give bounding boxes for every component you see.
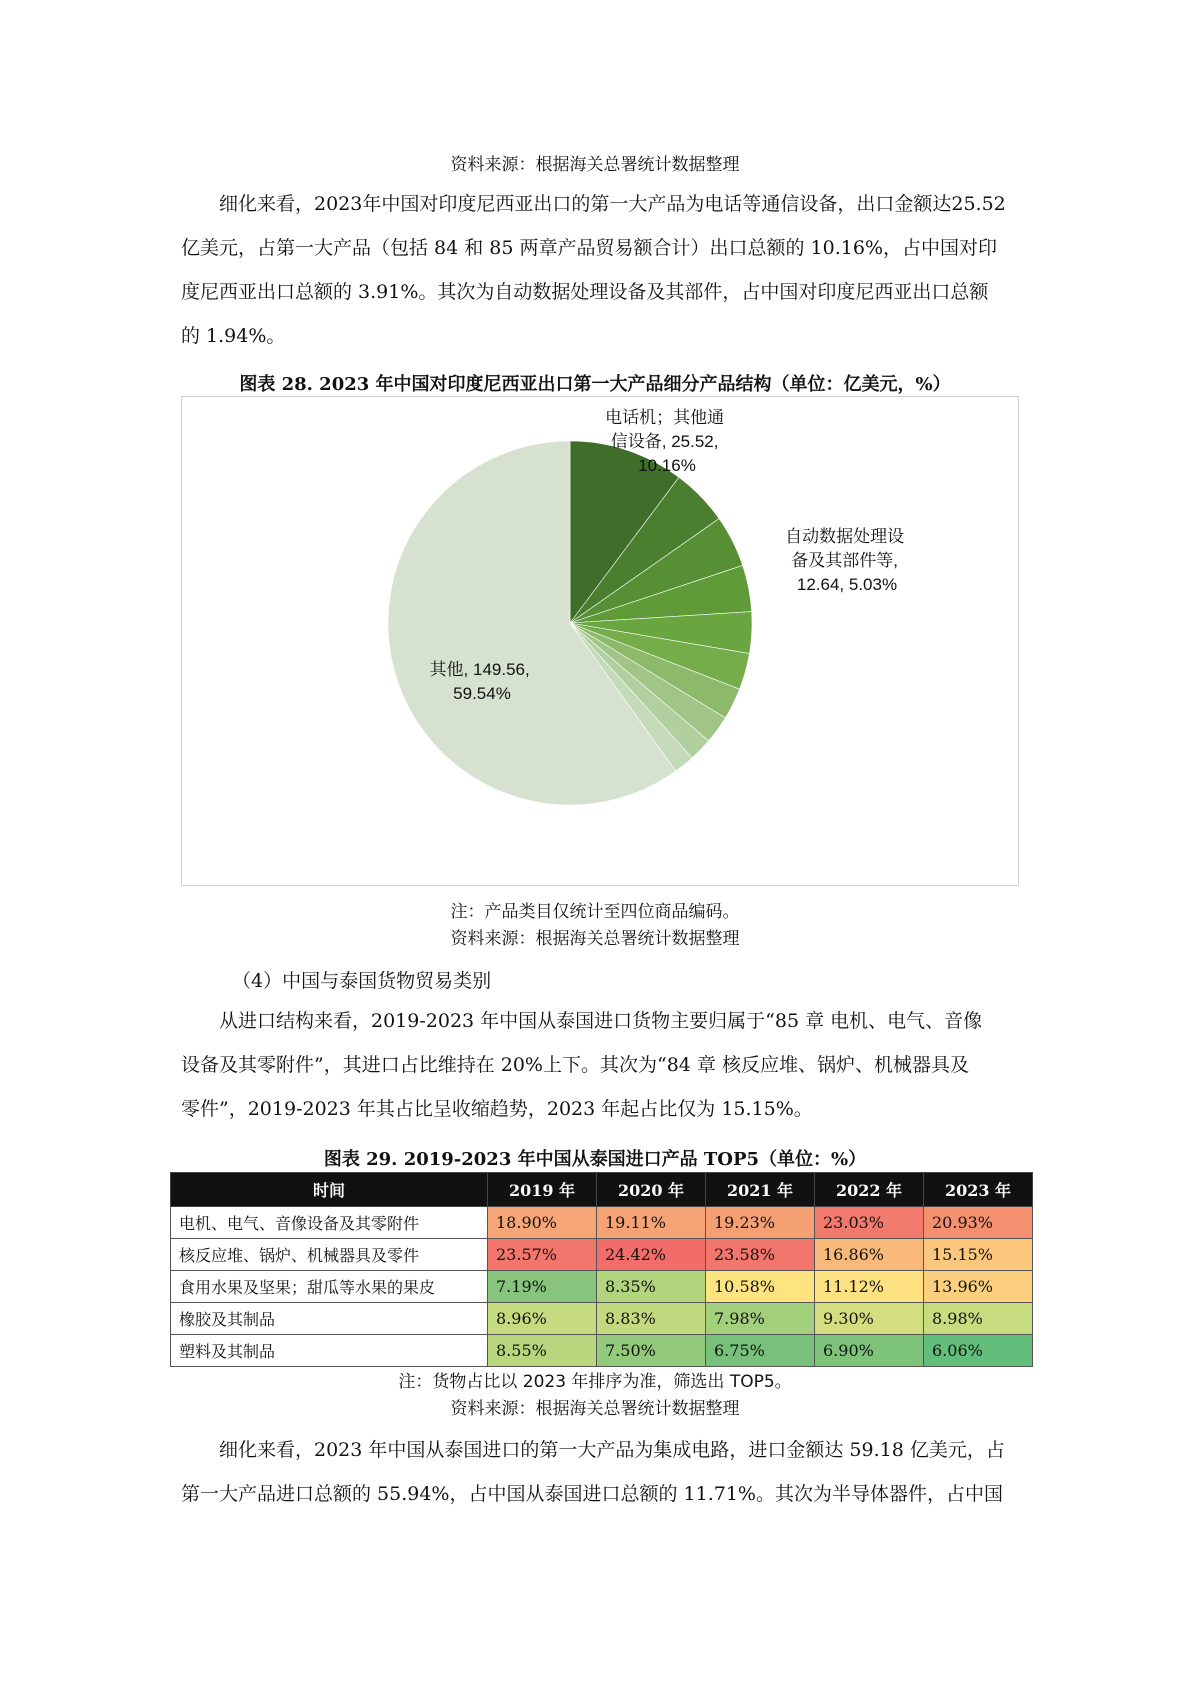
- heat-cell: 18.90%: [488, 1207, 597, 1239]
- para-line: 细化来看，2023 年中国从泰国进口的第一大产品为集成电路，进口金额达 59.18 亿美元，占: [219, 1439, 1005, 1461]
- paragraph-thailand-detail: [181, 1428, 1021, 1516]
- label-line: 12.64, 5.03%: [796, 575, 898, 594]
- figure-28-caption: 图表 28. 2023 年中国对印度尼西亚出口第一大产品细分产品结构（单位：亿美元，%）: [239, 374, 951, 395]
- heat-cell: 23.03%: [815, 1207, 924, 1239]
- table-row: [171, 1303, 1033, 1335]
- heat-cell: 6.90%: [815, 1335, 924, 1367]
- paragraph-thailand-import: [181, 999, 1021, 1131]
- label-computers: [785, 527, 909, 594]
- heat-cell: 8.96%: [488, 1303, 597, 1335]
- figure-29-source: 资料来源：根据海关总署统计数据整理: [450, 1399, 740, 1419]
- label-line: 备及其部件等,: [791, 551, 898, 570]
- heatmap-table: [170, 1172, 1033, 1367]
- heat-cell: 19.11%: [597, 1207, 706, 1239]
- figure-28-note: 注：产品类目仅统计至四位商品编码。: [450, 902, 740, 922]
- para-line: 度尼西亚出口总额的 3.91%。其次为自动数据处理设备及其部件，占中国对印度尼西亚出口总额: [181, 281, 989, 303]
- heat-cell: 8.35%: [597, 1271, 706, 1303]
- heat-cell: 13.96%: [924, 1271, 1033, 1303]
- header-cell: 2021 年: [706, 1173, 815, 1207]
- heat-cell: 11.12%: [815, 1271, 924, 1303]
- heat-cell: 9.30%: [815, 1303, 924, 1335]
- table-row: [171, 1207, 1033, 1239]
- heat-cell: 8.98%: [924, 1303, 1033, 1335]
- pie-chart: [182, 397, 1020, 887]
- heat-cell: 23.58%: [706, 1239, 815, 1271]
- pie-chart-container: [181, 396, 1019, 886]
- label-line: 10.16%: [638, 456, 696, 475]
- heat-cell: 8.55%: [488, 1335, 597, 1367]
- label-line: 电话机；其他通: [605, 408, 725, 427]
- header-cell: 时间: [171, 1173, 488, 1207]
- heat-cell: 23.57%: [488, 1239, 597, 1271]
- label-line: 信设备, 25.52,: [610, 432, 719, 451]
- row-label: 塑料及其制品: [171, 1335, 488, 1367]
- heat-cell: 24.42%: [597, 1239, 706, 1271]
- paragraph-indonesia-export: [181, 182, 1021, 358]
- row-label: 橡胶及其制品: [171, 1303, 488, 1335]
- para-line: 设备及其零附件”，其进口占比维持在 20%上下。其次为“84 章 核反应堆、锅炉、机械器具及: [181, 1054, 969, 1076]
- table-row: [171, 1271, 1033, 1303]
- para-line: 细化来看，2023年中国对印度尼西亚出口的第一大产品为电话等通信设备，出口金额达25.52: [219, 193, 1006, 215]
- heat-cell: 10.58%: [706, 1271, 815, 1303]
- table-row: [171, 1239, 1033, 1271]
- row-label: 核反应堆、锅炉、机械器具及零件: [171, 1239, 488, 1271]
- heat-cell: 19.23%: [706, 1207, 815, 1239]
- heat-cell: 6.75%: [706, 1335, 815, 1367]
- header-cell: 2020 年: [597, 1173, 706, 1207]
- heat-cell: 7.98%: [706, 1303, 815, 1335]
- figure-29-note: 注：货物占比以 2023 年排序为准，筛选出 TOP5。: [398, 1372, 792, 1392]
- label-line: 59.54%: [453, 684, 511, 703]
- heat-cell: 7.19%: [488, 1271, 597, 1303]
- heat-cell: 20.93%: [924, 1207, 1033, 1239]
- para-line: 的 1.94%。: [181, 325, 286, 347]
- table-header-row: [171, 1173, 1033, 1207]
- row-label: 食用水果及坚果；甜瓜等水果的果皮: [171, 1271, 488, 1303]
- section-subheading: （4）中国与泰国货物贸易类别: [232, 970, 492, 992]
- header-cell: 2019 年: [488, 1173, 597, 1207]
- row-label: 电机、电气、音像设备及其零附件: [171, 1207, 488, 1239]
- para-line: 第一大产品进口总额的 55.94%，占中国从泰国进口总额的 11.71%。其次为半导体器件，占中国: [181, 1483, 1003, 1505]
- heat-cell: 16.86%: [815, 1239, 924, 1271]
- para-line: 零件”，2019-2023 年其占比呈收缩趋势，2023 年起占比仅为 15.15%。: [181, 1098, 813, 1120]
- heat-cell: 15.15%: [924, 1239, 1033, 1271]
- heat-cell: 8.83%: [597, 1303, 706, 1335]
- para-line: 亿美元，占第一大产品（包括 84 和 85 两章产品贸易额合计）出口总额的 10.16%，占中国对印: [181, 237, 998, 259]
- heat-cell: 6.06%: [924, 1335, 1033, 1367]
- label-line: 其他, 149.56,: [429, 660, 530, 679]
- source-note-top: 资料来源：根据海关总署统计数据整理: [450, 155, 740, 175]
- header-cell: 2023 年: [924, 1173, 1033, 1207]
- header-cell: 2022 年: [815, 1173, 924, 1207]
- para-line: 从进口结构来看，2019-2023 年中国从泰国进口货物主要归属于“85 章 电机、电气、音像: [219, 1010, 983, 1032]
- heat-cell: 7.50%: [597, 1335, 706, 1367]
- figure-28-source: 资料来源：根据海关总署统计数据整理: [450, 929, 740, 949]
- table-row: [171, 1335, 1033, 1367]
- label-line: 自动数据处理设: [785, 527, 905, 546]
- figure-29-caption: 图表 29. 2019-2023 年中国从泰国进口产品 TOP5（单位：%）: [323, 1149, 867, 1170]
